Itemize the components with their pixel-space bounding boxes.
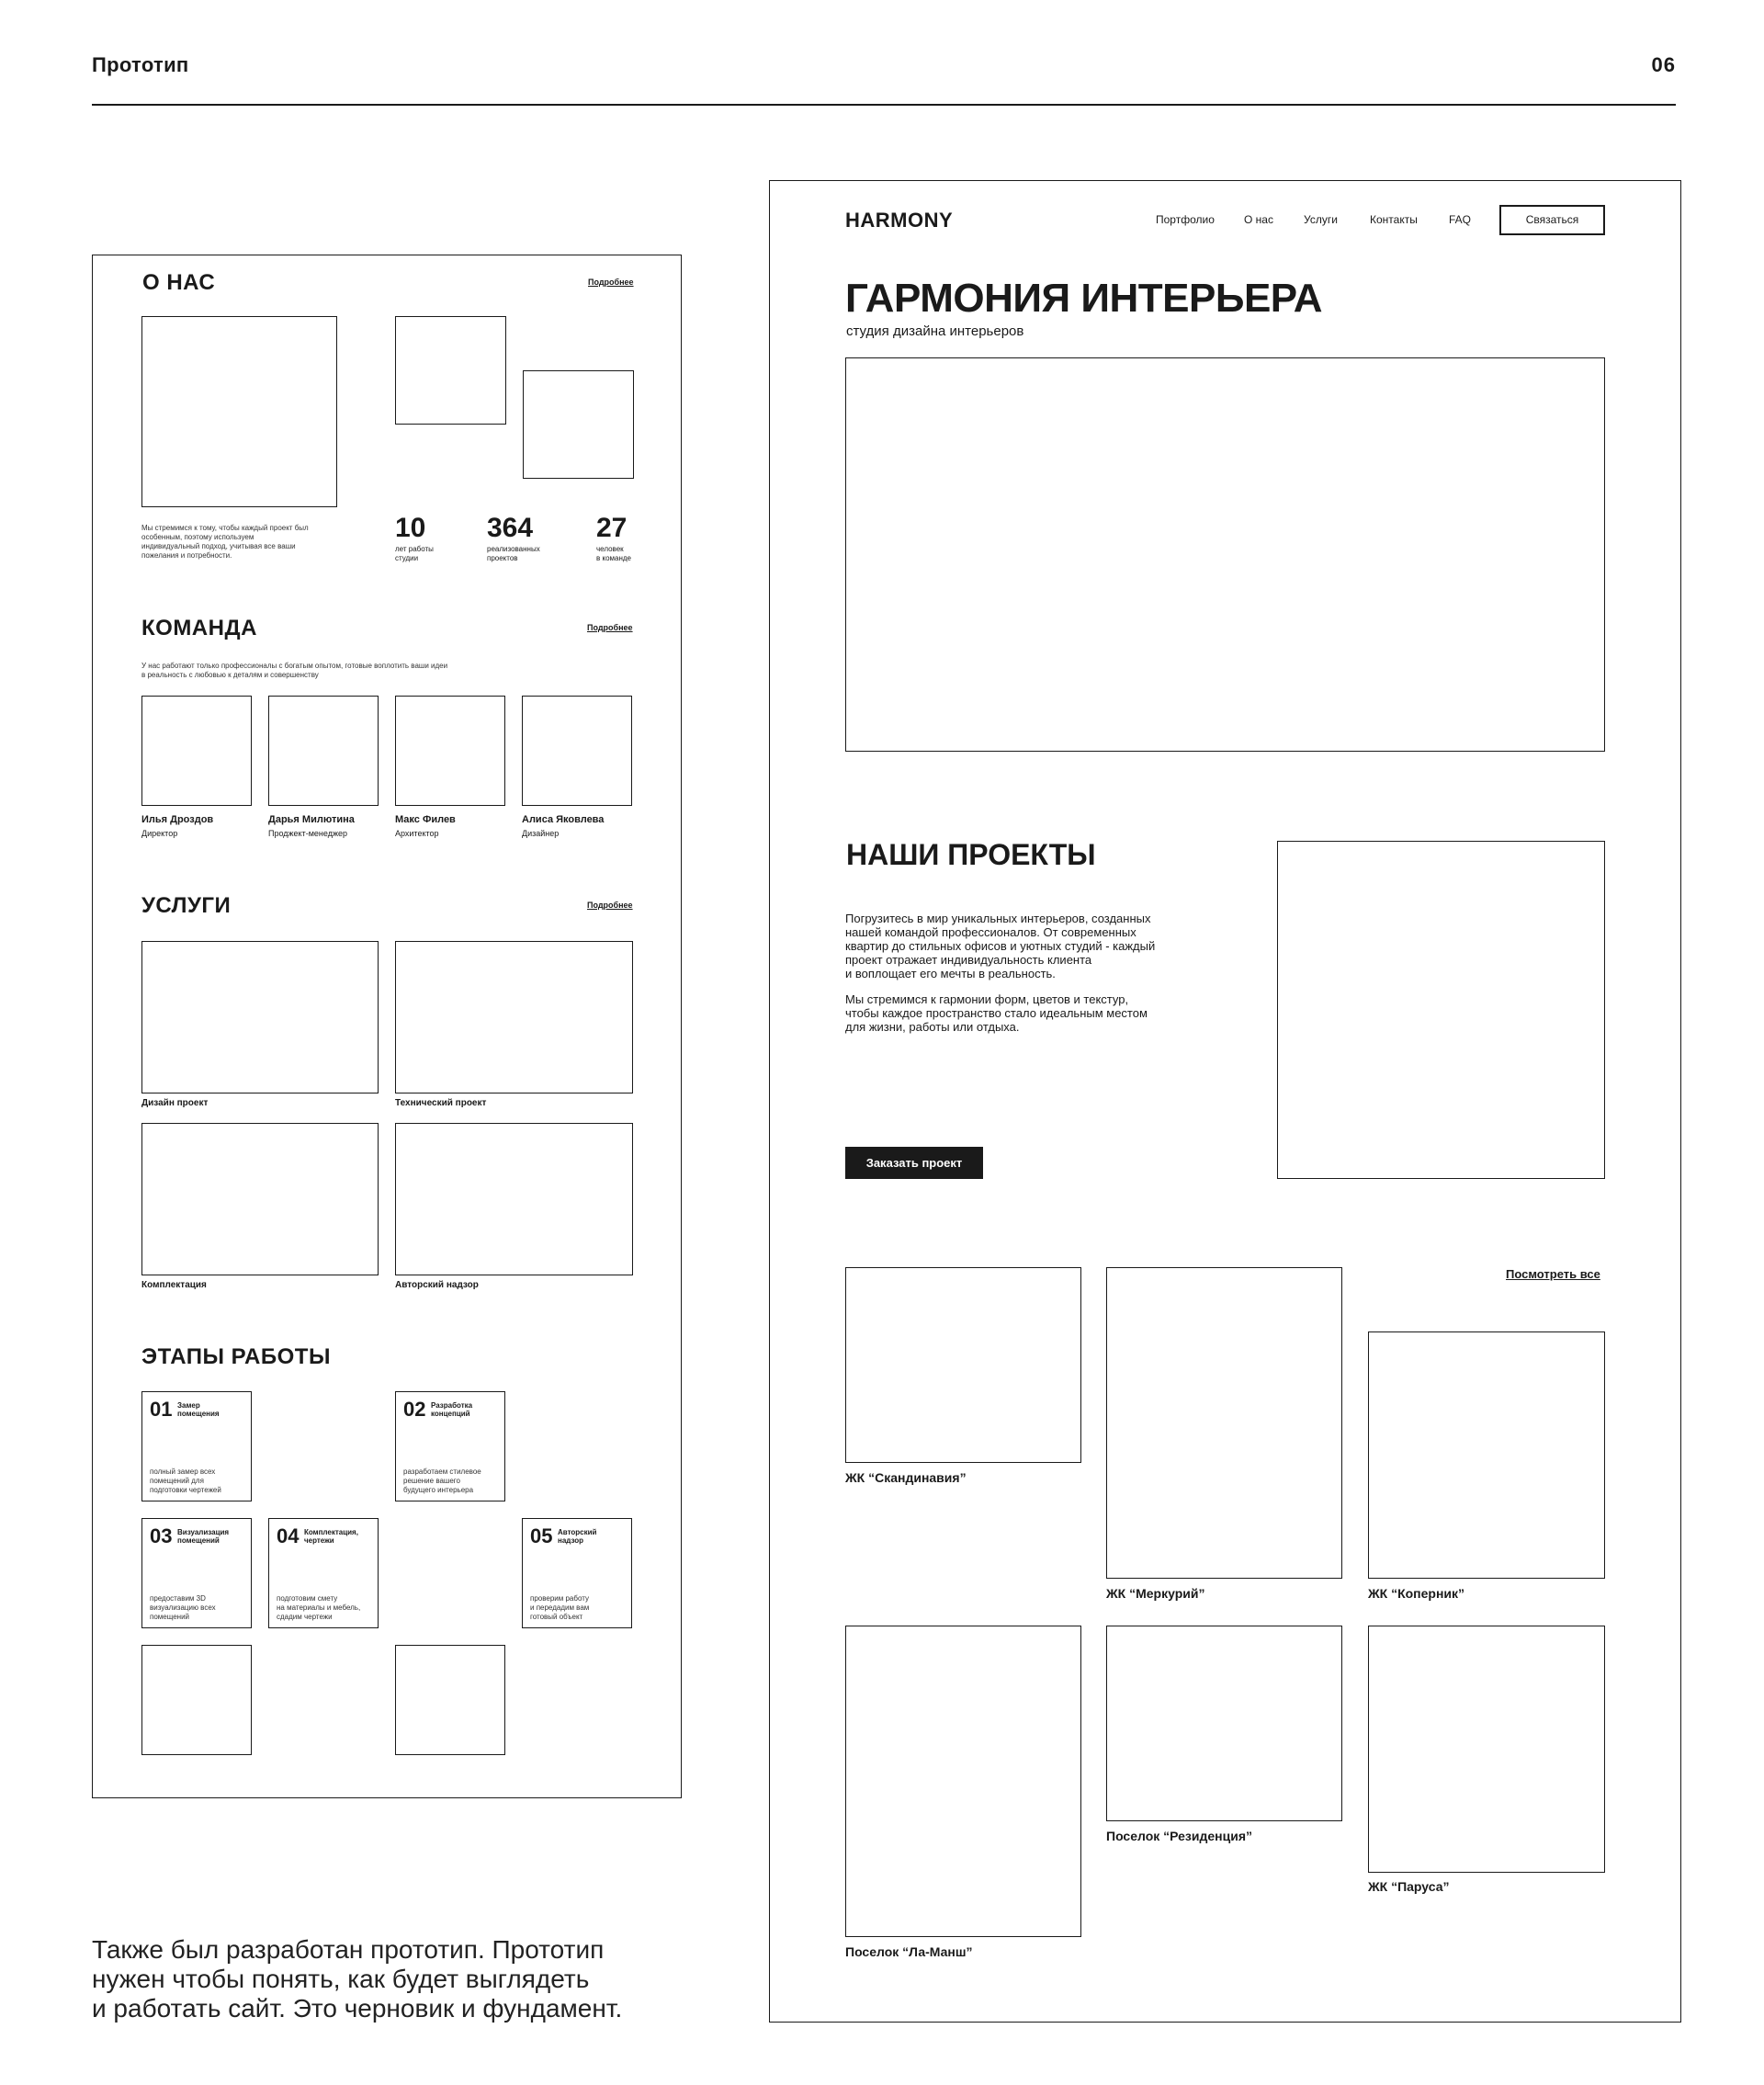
step-description: полный замер всех помещений для подготовки чертежей [150,1467,221,1494]
service-label: Авторский надзор [395,1280,479,1290]
step-description: предоставим 3D визуализацию всех помещений [150,1594,216,1621]
team-member-role: Дизайнер [522,829,560,838]
stat-years-value: 10 [395,513,426,543]
step-card [522,1518,632,1628]
step-number: 05 [530,1524,553,1547]
projects-paragraph-2: Мы стремимся к гармонии форм, цветов и текстур, чтобы каждое пространство стало идеальным местом для жизни, работы или отдыха. [845,992,1148,1034]
stat-team-label: человек в команде [596,545,631,562]
step-card [141,1518,252,1628]
step-title: Разработка концепций [431,1401,473,1418]
header-divider [92,104,1676,106]
nav-link-portfolio[interactable]: Портфолио [1156,213,1215,226]
hero-subtitle: студия дизайна интерьеров [846,323,1024,339]
nav-link-contacts[interactable]: Контакты [1370,213,1418,226]
team-member-role: Проджект-менеджер [268,829,347,838]
step-description: подготовим смету на материалы и мебель, сдадим чертежи [277,1594,361,1621]
team-member-role: Архитектор [395,829,439,838]
hero-image [845,357,1605,752]
step-title: Замер помещения [177,1401,220,1418]
service-image [141,941,379,1093]
team-member-role: Директор [141,829,178,838]
stat-team-value: 27 [596,513,628,543]
about-more-link[interactable]: Подробнее [588,278,634,287]
team-photo [141,696,252,806]
step-card [395,1391,505,1501]
about-image-large [141,316,337,507]
project-card-title[interactable]: ЖК “Скандинавия” [845,1470,967,1485]
team-text: У нас работают только профессионалы с богатым опытом, готовые воплотить ваши идеи в реальность с любовью к деталям и совершенству [141,662,448,679]
step-placeholder [141,1645,252,1755]
project-card-image[interactable] [1368,1331,1605,1579]
team-photo [522,696,632,806]
about-image-small-2 [523,370,634,479]
service-image [395,941,633,1093]
service-label: Комплектация [141,1280,207,1290]
team-more-link[interactable]: Подробнее [587,623,633,632]
team-title: КОМАНДА [141,616,257,640]
services-title: УСЛУГИ [141,893,232,918]
nav-link-services[interactable]: Услуги [1304,213,1338,226]
services-more-link[interactable]: Подробнее [587,901,633,910]
service-image [395,1123,633,1275]
step-description: разработаем стилевое решение вашего будущего интерьера [403,1467,481,1494]
step-number: 04 [277,1524,300,1547]
projects-title: НАШИ ПРОЕКТЫ [846,838,1096,871]
project-card-image[interactable] [845,1626,1081,1937]
stat-years-label: лет работы студии [395,545,434,562]
project-card-image[interactable] [1106,1267,1342,1579]
projects-feature-image [1277,841,1605,1179]
about-image-small-1 [395,316,506,425]
step-title: Комплектация, чертежи [304,1528,358,1545]
team-member-name: Алиса Яковлева [522,814,605,825]
service-label: Технический проект [395,1098,487,1108]
project-card-image[interactable] [1106,1626,1342,1821]
project-card-title[interactable]: Поселок “Ла-Манш” [845,1944,973,1959]
steps-title: ЭТАПЫ РАБОТЫ [141,1344,331,1369]
page-caption: Также был разработан прототип. Прототип нужен чтобы понять, как будет выглядеть и работать сайт. Это черновик и фундамент. [92,1935,623,2023]
see-all-link[interactable]: Посмотреть все [1506,1267,1600,1281]
nav-link-about[interactable]: О нас [1244,213,1273,226]
service-label: Дизайн проект [141,1098,209,1108]
order-project-button[interactable]: Заказать проект [845,1147,983,1179]
projects-paragraph-1: Погрузитесь в мир уникальных интерьеров, созданных нашей командой профессионалов. От современных квартир до стильных офисов и уютных студий - каждый проект отражает индивидуальность клиента и воплощает его мечты в реальность. [845,912,1156,980]
service-image [141,1123,379,1275]
step-number: 01 [150,1398,173,1421]
project-card-image[interactable] [1368,1626,1605,1873]
hero-title: ГАРМОНИЯ ИНТЕРЬЕРА [845,276,1323,321]
step-placeholder [395,1645,505,1755]
project-card-title[interactable]: ЖК “Паруса” [1368,1879,1450,1894]
step-description: проверим работу и передадим вам готовый объект [530,1594,590,1621]
nav-link-faq[interactable]: FAQ [1449,213,1472,226]
team-member-name: Дарья Милютина [268,814,355,825]
step-title: Визуализация помещений [177,1528,230,1545]
about-text: Мы стремимся к тому, чтобы каждый проект был особенным, поэтому используем индивидуальный подход, учитывая все ваши пожелания и потребности. [141,524,309,560]
step-title: Авторский надзор [558,1528,597,1545]
about-title: О НАС [142,270,216,295]
stat-projects-label: реализованных проектов [487,545,540,562]
project-card-title[interactable]: Поселок “Резиденция” [1106,1829,1253,1843]
site-logo[interactable]: HARMONY [845,209,954,232]
step-card [268,1518,379,1628]
project-card-title[interactable]: ЖК “Меркурий” [1106,1586,1205,1601]
step-number: 03 [150,1524,173,1547]
project-card-image[interactable] [845,1267,1081,1463]
project-card-title[interactable]: ЖК “Коперник” [1368,1586,1465,1601]
page-number: 06 [1651,53,1676,76]
page-title: Прототип [92,53,189,76]
team-member-name: Илья Дроздов [141,814,214,825]
team-photo [395,696,505,806]
step-card [141,1391,252,1501]
team-photo [268,696,379,806]
contact-button[interactable]: Связаться [1499,205,1605,235]
step-number: 02 [403,1398,426,1421]
stat-projects-value: 364 [487,513,534,543]
team-member-name: Макс Филев [395,814,456,825]
